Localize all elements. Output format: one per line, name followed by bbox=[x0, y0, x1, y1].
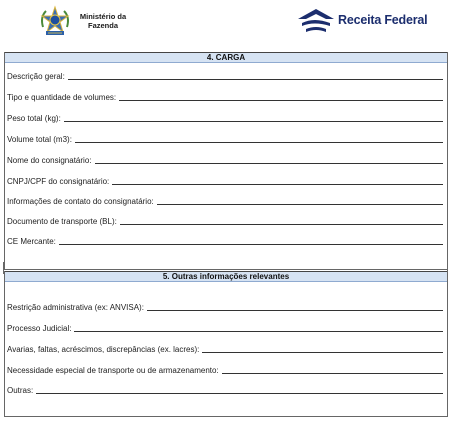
field-label: CNPJ/CPF do consignatário: bbox=[7, 177, 110, 186]
form-field[interactable] bbox=[7, 383, 443, 395]
field-line[interactable] bbox=[74, 331, 443, 332]
form-field[interactable] bbox=[7, 153, 443, 165]
field-label: Documento de transporte (BL): bbox=[7, 217, 117, 226]
field-label: Descrição geral: bbox=[7, 72, 65, 81]
field-line[interactable] bbox=[119, 100, 443, 101]
field-label: CE Mercante: bbox=[7, 237, 56, 246]
form-field[interactable] bbox=[7, 90, 443, 102]
field-label: Informações de contato do consignatário: bbox=[7, 197, 154, 206]
form-field[interactable] bbox=[7, 300, 443, 312]
ministry-line-1: Ministério da bbox=[79, 12, 127, 21]
section-title: 4. CARGA bbox=[5, 52, 447, 63]
field-label: Avarias, faltas, acréscimos, discrepâncias (ex. lacres): bbox=[7, 345, 200, 354]
form-field[interactable] bbox=[7, 194, 443, 206]
form-field[interactable] bbox=[7, 174, 443, 186]
field-line[interactable] bbox=[75, 142, 443, 143]
field-label: Volume total (m3): bbox=[7, 135, 72, 144]
form-field[interactable] bbox=[7, 321, 443, 333]
field-line[interactable] bbox=[147, 310, 443, 311]
form-field[interactable] bbox=[7, 214, 443, 226]
field-label: Restrição administrativa (ex: ANVISA): bbox=[7, 303, 144, 312]
form-field[interactable] bbox=[7, 363, 443, 375]
field-line[interactable] bbox=[59, 244, 443, 245]
field-line[interactable] bbox=[202, 352, 443, 353]
section-carga bbox=[4, 52, 448, 270]
page-header bbox=[0, 0, 452, 46]
form-field[interactable] bbox=[7, 234, 443, 246]
field-line[interactable] bbox=[157, 204, 443, 205]
section-outras-informacoes bbox=[4, 271, 448, 417]
field-line[interactable] bbox=[120, 224, 443, 225]
field-label: Processo Judicial: bbox=[7, 324, 72, 333]
receita-federal-logo-icon bbox=[296, 7, 336, 35]
field-label: Necessidade especial de transporte ou de armazenamento: bbox=[7, 366, 219, 375]
field-label: Nome do consignatário: bbox=[7, 156, 92, 165]
field-line[interactable] bbox=[68, 79, 443, 80]
agency-name: Receita Federal bbox=[338, 13, 428, 27]
coat-of-arms-icon bbox=[38, 5, 72, 39]
field-label: Outras: bbox=[7, 386, 34, 395]
form-field[interactable] bbox=[7, 132, 443, 144]
form-field[interactable] bbox=[7, 342, 443, 354]
field-line[interactable] bbox=[36, 393, 443, 394]
section-title: 5. Outras informações relevantes bbox=[5, 271, 447, 282]
form-field[interactable] bbox=[7, 111, 443, 123]
ministry-name bbox=[78, 12, 128, 30]
field-label: Tipo e quantidade de volumes: bbox=[7, 93, 117, 102]
field-line[interactable] bbox=[112, 184, 443, 185]
field-line[interactable] bbox=[64, 121, 443, 122]
field-line[interactable] bbox=[222, 373, 443, 374]
field-label: Peso total (kg): bbox=[7, 114, 61, 123]
field-line[interactable] bbox=[95, 163, 444, 164]
form-field[interactable] bbox=[7, 69, 443, 81]
ministry-line-2: Fazenda bbox=[87, 21, 118, 30]
